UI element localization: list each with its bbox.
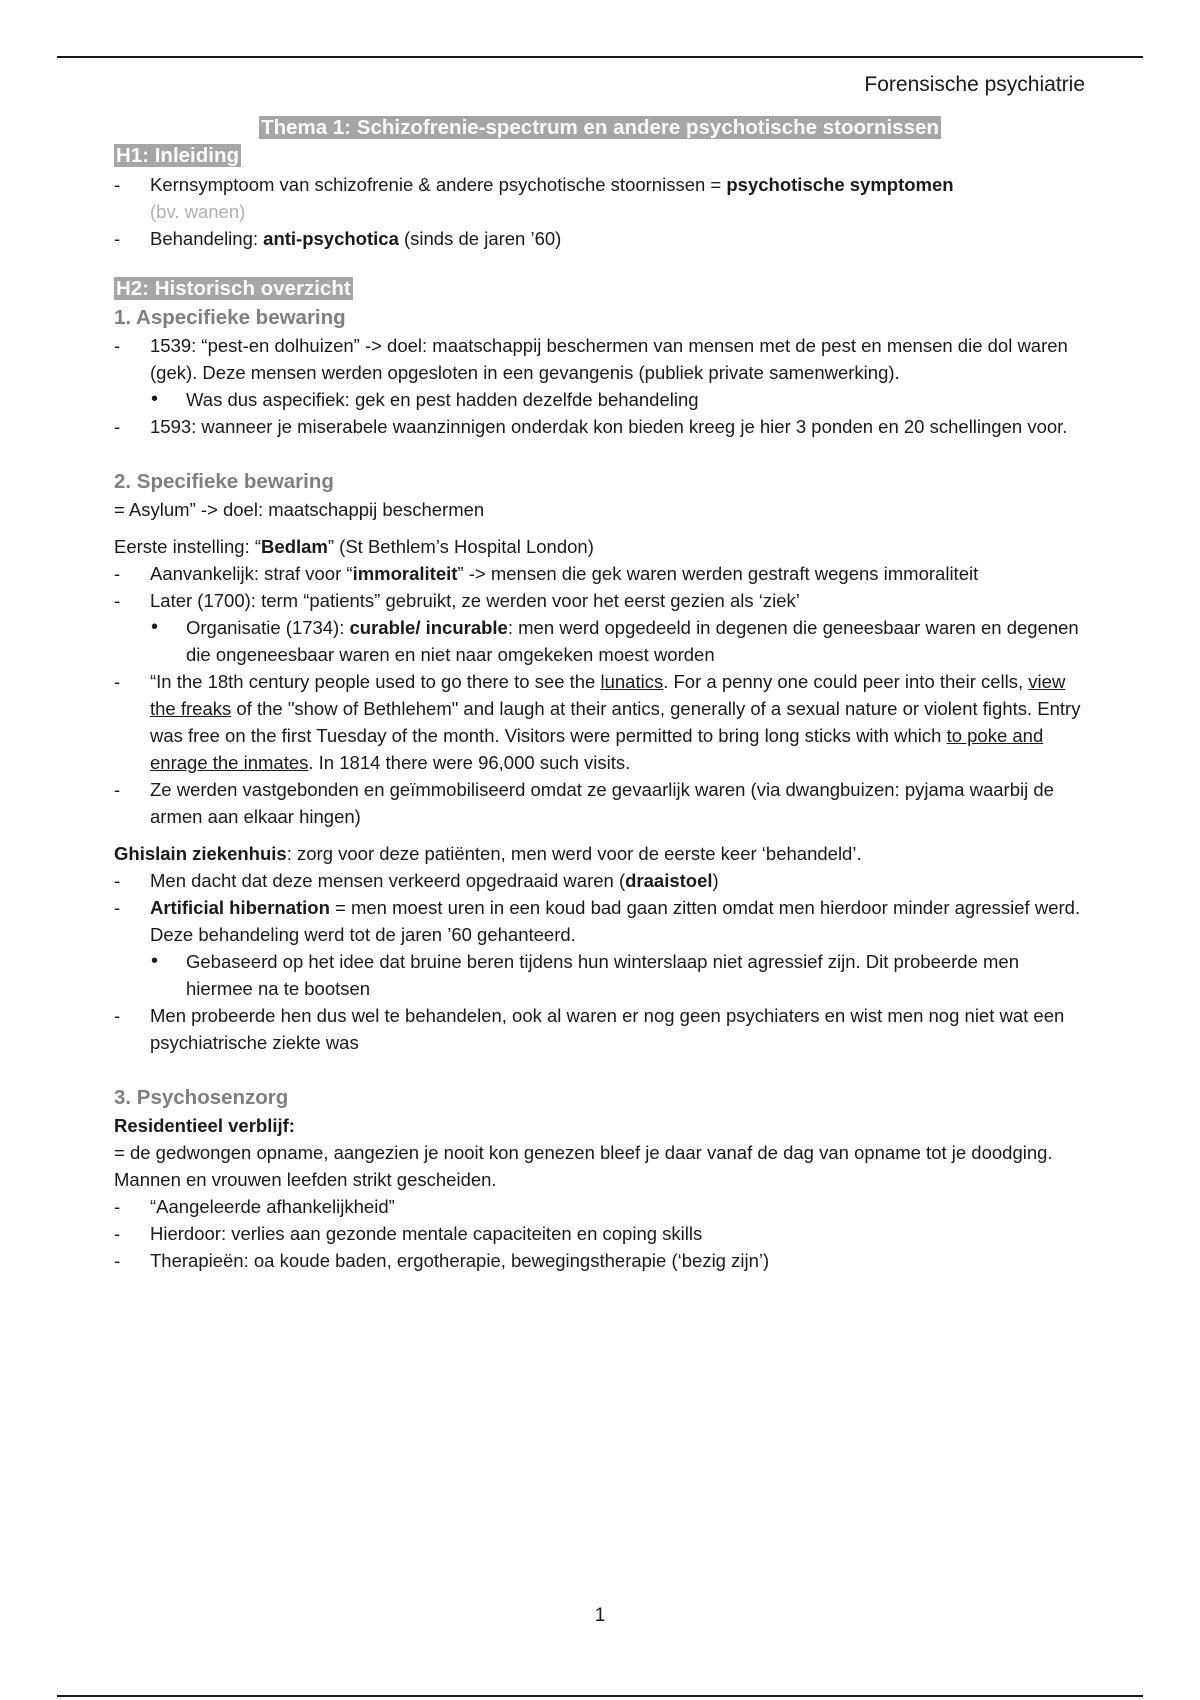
list-item: - 1539: “pest-en dolhuizen” -> doel: maatschappij beschermen van mensen met de pest en mensen die dol waren (gek). Deze mensen werden opgesloten in een gevangenis (publiek private samenwerking).: [114, 332, 1086, 386]
list-item: - Therapieën: oa koude baden, ergotherapie, bewegingstherapie (‘bezig zijn’): [114, 1247, 1086, 1274]
heading-h2: H2: Historisch overzicht: [116, 277, 351, 300]
subheading-aspecifieke-bewaring: 1. Aspecifieke bewaring: [114, 306, 346, 329]
list-item: - Aanvankelijk: straf voor “immoraliteit” -> mensen die gek waren werden gestraft wegens immoraliteit: [114, 560, 1086, 587]
list-item: - Men dacht dat deze mensen verkeerd opgedraaid waren (draaistoel): [114, 867, 1086, 894]
list-item: - Artificial hibernation = men moest uren in een koud bad gaan zitten omdat men hierdoor minder agressief werd. Deze behandeling werd tot de jaren ’60 gehanteerd.: [114, 894, 1086, 948]
residentieel-heading: Residentieel verblijf:: [114, 1115, 295, 1136]
list-item: - Men probeerde hen dus wel te behandelen, ook al waren er nog geen psychiaters en wist men nog niet wat een psychiatrische ziekte was: [114, 1002, 1086, 1056]
heading-h1: H1: Inleiding: [116, 144, 239, 167]
header-rule: [57, 56, 1143, 58]
course-header: Forensische psychiatrie: [864, 73, 1085, 96]
bullet-item: • Was dus aspecifiek: gek en pest hadden dezelfde behandeling: [114, 386, 1086, 413]
example-note: (bv. wanen): [150, 201, 246, 222]
document-title: Thema 1: Schizofrenie-spectrum en andere psychotische stoornissen: [261, 116, 939, 139]
eerste-instelling-line: Eerste instelling: “Bedlam” (St Bethlem’s Hospital London): [114, 536, 594, 557]
list-item: - Ze werden vastgebonden en geïmmobiliseerd omdat ze gevaarlijk waren (via dwangbuizen: pyjama waarbij de armen aan elkaar hingen): [114, 776, 1086, 830]
list-item: - “Aangeleerde afhankelijkheid”: [114, 1193, 1086, 1220]
subheading-specifieke-bewaring: 2. Specifieke bewaring: [114, 470, 334, 493]
list-item-quote: - “In the 18th century people used to go there to see the lunatics. For a penny one could peer into their cells, view the freaks of the "show of Bethlehem" and laugh at their antics, generally of a sexual nature or violent fights. Entry was free on the first Tuesday of the month. Visitors were permitted to bring long sticks with which to poke and enrage the inmates. In 1814 there were 96,000 such visits.: [114, 668, 1086, 776]
document-title-wrap: [114, 114, 1086, 141]
asylum-line: = Asylum” -> doel: maatschappij beschermen: [114, 499, 485, 520]
list-item: - Hierdoor: verlies aan gezonde mentale capaciteiten en coping skills: [114, 1220, 1086, 1247]
list-item: - Kernsymptoom van schizofrenie & andere psychotische stoornissen = psychotische symptomen (bv. wanen): [114, 171, 1086, 225]
bullet-item: • Organisatie (1734): curable/ incurable: men werd opgedeeld in degenen die geneesbaar waren en degenen die ongeneesbaar waren en niet naar omgekeken moest worden: [114, 614, 1086, 668]
residentieel-definition: = de gedwongen opname, aangezien je nooit kon genezen bleef je daar vanaf de dag van opname tot je doodging. Mannen en vrouwen leefden strikt gescheiden.: [114, 1142, 1053, 1190]
footer-rule: [57, 1695, 1143, 1697]
ghislain-line: Ghislain ziekenhuis: zorg voor deze patiënten, men werd voor de eerste keer ‘behandeld’.: [114, 843, 862, 864]
list-item: - Later (1700): term “patients” gebruikt, ze werden voor het eerst gezien als ‘ziek’: [114, 587, 1086, 614]
list-item: - 1593: wanneer je miserabele waanzinnigen onderdak kon bieden kreeg je hier 3 ponden en 20 schellingen voor.: [114, 413, 1086, 440]
page-number: 1: [594, 1605, 606, 1626]
list-item: - Behandeling: anti-psychotica (sinds de jaren ’60): [114, 225, 1086, 252]
document-body: [114, 112, 1086, 1274]
subheading-psychosenzorg: 3. Psychosenzorg: [114, 1086, 289, 1109]
bullet-item: • Gebaseerd op het idee dat bruine beren tijdens hun winterslaap niet agressief zijn. Dit probeerde men hiermee na te bootsen: [114, 948, 1086, 1002]
